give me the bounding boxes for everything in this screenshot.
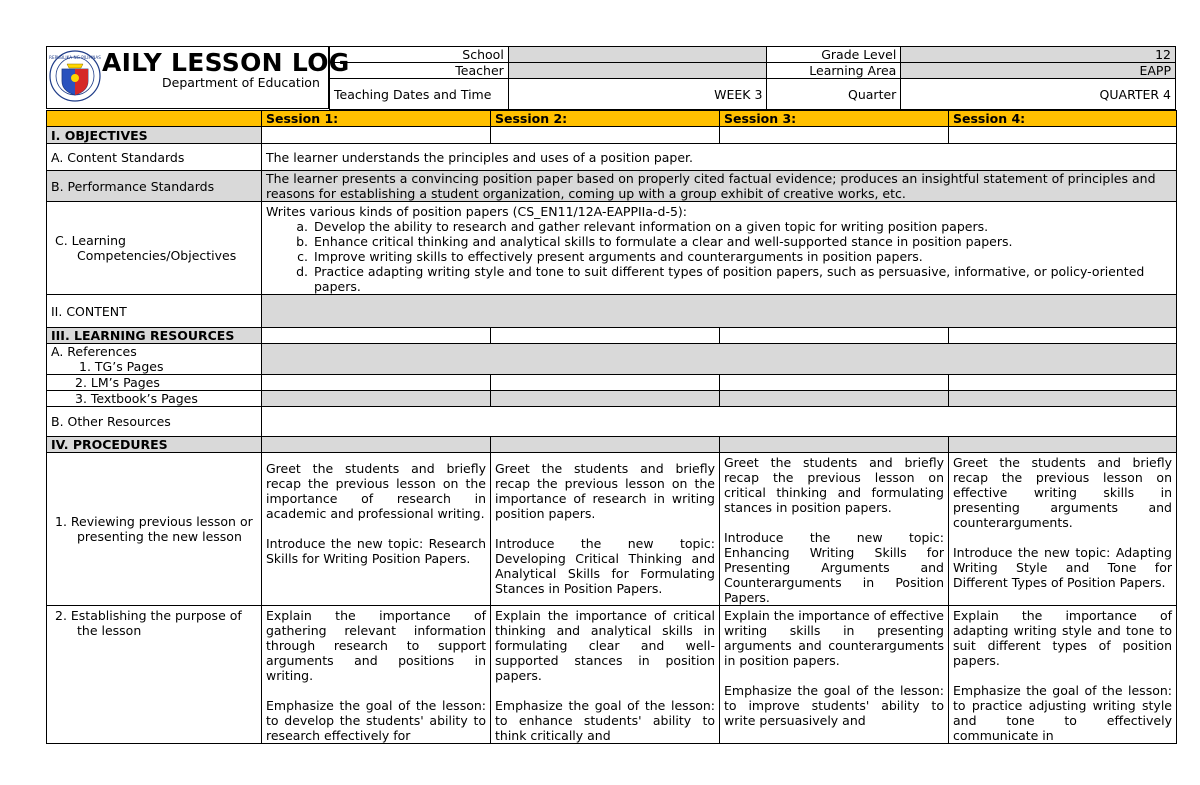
purpose-label: 2. Establishing the purpose of the lesson	[47, 606, 262, 744]
session-1-header: Session 1:	[262, 111, 491, 127]
review-greet: Greet the students and briefly recap the previous lesson on the importance of research in academic and professional writing.	[266, 461, 486, 521]
other-resources-value	[262, 407, 1177, 437]
teacher-value	[508, 63, 767, 79]
quarter-label: Quarter	[767, 79, 901, 110]
empty-cell	[262, 391, 491, 407]
empty-cell	[262, 437, 491, 453]
teacher-label: Teacher	[330, 63, 509, 79]
empty-cell	[720, 391, 949, 407]
session-header-row	[47, 111, 1177, 127]
info-table	[329, 46, 1176, 110]
purpose-explain: Explain the importance of gathering relevant information through research to support arguments and positions in writing.	[266, 608, 486, 683]
content-cell	[262, 295, 1177, 328]
empty-cell	[720, 328, 949, 344]
competencies-cell	[262, 202, 1177, 295]
area-label: Learning Area	[767, 63, 901, 79]
purpose-row	[47, 606, 1177, 744]
empty-cell	[491, 391, 720, 407]
header-blank	[47, 111, 262, 127]
references-value	[262, 344, 1177, 375]
empty-cell	[949, 391, 1177, 407]
grade-value: 12	[901, 47, 1176, 63]
review-label: 1. Reviewing previous lesson or presenting the new lesson	[47, 453, 262, 606]
tg-pages-label: 1. TG’s Pages	[79, 359, 164, 374]
content-standards-label: A. Content Standards	[47, 144, 262, 171]
purpose-session-1	[262, 606, 491, 744]
session-4-header: Session 4:	[949, 111, 1177, 127]
empty-cell	[491, 127, 720, 144]
empty-cell	[949, 328, 1177, 344]
references-label: A. References	[51, 344, 137, 359]
review-greet: Greet the students and briefly recap the previous lesson on the importance of research in writing position papers.	[495, 461, 715, 521]
review-session-1	[262, 453, 491, 606]
purpose-goal: Emphasize the goal of the lesson: to develop the students' ability to research effectively for	[266, 698, 486, 743]
textbook-pages-label: 3. Textbook’s Pages	[47, 391, 262, 407]
procedures-heading-row	[47, 437, 1177, 453]
empty-cell	[262, 127, 491, 144]
references-cell	[47, 344, 262, 375]
department-label: Department of Education	[162, 75, 320, 90]
competency-item: a. Develop the ability to research and gather relevant information on a given topic for writing position papers.	[312, 219, 1172, 234]
lm-row	[47, 375, 1177, 391]
competency-item: d. Practice adapting writing style and tone to suit different types of position papers, such as persuasive, informative, or policy-oriented papers.	[312, 264, 1172, 294]
performance-standards-label: B. Performance Standards	[47, 171, 262, 202]
review-greet: Greet the students and briefly recap the previous lesson on effective writing skills in presenting arguments and counterarguments.	[953, 455, 1172, 530]
textbook-row	[47, 391, 1177, 407]
empty-cell	[720, 375, 949, 391]
empty-cell	[491, 437, 720, 453]
empty-cell	[949, 375, 1177, 391]
empty-cell	[262, 375, 491, 391]
lm-pages-label: 2. LM’s Pages	[47, 375, 262, 391]
references-row	[47, 344, 1177, 375]
performance-standards-row	[47, 171, 1177, 202]
purpose-goal: Emphasize the goal of the lesson: to improve students' ability to write persuasively and	[724, 683, 944, 728]
quarter-value: QUARTER 4	[901, 79, 1176, 110]
procedures-heading: IV. PROCEDURES	[47, 437, 262, 453]
competency-item: b. Enhance critical thinking and analytical skills to formulate a clear and well-supported stance in position papers.	[312, 234, 1172, 249]
review-greet: Greet the students and briefly recap the previous lesson on critical thinking and formulating stances in position papers.	[724, 455, 944, 515]
purpose-session-4	[949, 606, 1177, 744]
purpose-goal: Emphasize the goal of the lesson: to enhance students' ability to think critically and	[495, 698, 715, 743]
competencies-list	[266, 219, 1172, 294]
review-session-3	[720, 453, 949, 606]
lesson-table	[46, 110, 1177, 744]
review-intro: Introduce the new topic: Research Skills for Writing Position Papers.	[266, 536, 486, 566]
purpose-explain: Explain the importance of effective writing skills in presenting arguments and counterarguments in position papers.	[724, 608, 944, 668]
grade-label: Grade Level	[767, 47, 901, 63]
school-label: School	[330, 47, 509, 63]
purpose-explain: Explain the importance of critical thinking and analytical skills in formulating clear and well-supported stances in position papers.	[495, 608, 715, 683]
purpose-explain: Explain the importance of adapting writing style and tone to suit different types of position papers.	[953, 608, 1172, 668]
resources-heading: III. LEARNING RESOURCES	[47, 328, 262, 344]
other-resources-row	[47, 407, 1177, 437]
content-row	[47, 295, 1177, 328]
logo-box	[46, 46, 350, 109]
purpose-session-2	[491, 606, 720, 744]
performance-standards-text: The learner presents a convincing position paper based on properly cited factual evidence; produces an insightful statement of principles and reasons for establishing a student organization, coming up with a group exhibit of creative works, etc.	[262, 171, 1177, 202]
purpose-session-3	[720, 606, 949, 744]
review-intro: Introduce the new topic: Developing Critical Thinking and Analytical Skills for Formulating Stances in Position Papers.	[495, 536, 715, 596]
resources-heading-row	[47, 328, 1177, 344]
dates-value: WEEK 3	[508, 79, 767, 110]
content-heading: II. CONTENT	[47, 295, 262, 328]
empty-cell	[949, 127, 1177, 144]
seal-text: REPUBLIKA NG PILIPINAS	[49, 55, 101, 60]
empty-cell	[491, 328, 720, 344]
review-intro: Introduce the new topic: Enhancing Writing Skills for Presenting Arguments and Counterarguments in Position Papers.	[724, 530, 944, 605]
review-intro: Introduce the new topic: Adapting Writing Style and Tone for Different Types of Position Papers.	[953, 545, 1172, 590]
empty-cell	[720, 127, 949, 144]
competencies-intro: Writes various kinds of position papers (CS_EN11/12A-EAPPIIa-d-5):	[266, 204, 688, 219]
empty-cell	[262, 328, 491, 344]
other-resources-label: B. Other Resources	[47, 407, 262, 437]
content-standards-text: The learner understands the principles and uses of a position paper.	[262, 144, 1177, 171]
page-title: AILY LESSON LOG	[102, 48, 350, 77]
empty-cell	[720, 437, 949, 453]
competency-item: c. Improve writing skills to effectively present arguments and counterarguments in position papers.	[312, 249, 1172, 264]
purpose-goal: Emphasize the goal of the lesson: to practice adjusting writing style and tone to effectively communicate in	[953, 683, 1172, 743]
lesson-log-header	[46, 46, 1176, 110]
school-value	[508, 47, 767, 63]
competencies-label: C. Learning Competencies/Objectives	[47, 202, 262, 295]
dates-label: Teaching Dates and Time	[330, 79, 509, 110]
objectives-heading: I. OBJECTIVES	[47, 127, 262, 144]
session-2-header: Session 2:	[491, 111, 720, 127]
review-row	[47, 453, 1177, 606]
empty-cell	[949, 437, 1177, 453]
objectives-heading-row	[47, 127, 1177, 144]
area-value: EAPP	[901, 63, 1176, 79]
session-3-header: Session 3:	[720, 111, 949, 127]
review-session-2	[491, 453, 720, 606]
competencies-row	[47, 202, 1177, 295]
deped-seal-icon	[49, 50, 101, 102]
empty-cell	[491, 375, 720, 391]
review-session-4	[949, 453, 1177, 606]
content-standards-row	[47, 144, 1177, 171]
